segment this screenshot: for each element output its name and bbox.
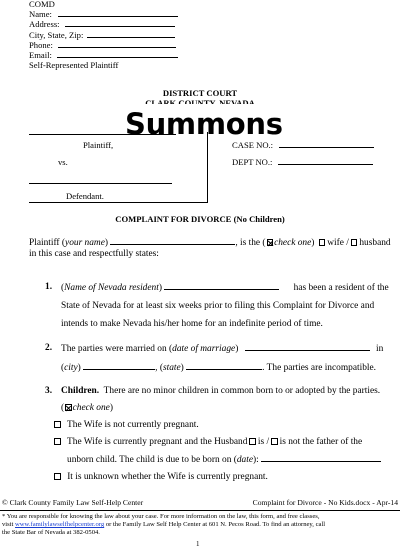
email-line: Email: [29, 50, 229, 60]
complaint-title: COMPLAINT FOR DIVORCE (No Children) [115, 214, 285, 224]
item-3-text: Children. There are no minor children in common born to or adopted by the parties. ( check one) [61, 386, 381, 413]
footer-right: Complaint for Divorce - No Kids.docx - Apr-14 [252, 498, 398, 507]
dept-no-row [232, 157, 373, 167]
self-rep-label: Self-Represented Plaintiff [29, 60, 119, 71]
contact-block [29, 0, 229, 70]
csz-field[interactable] [87, 30, 175, 38]
intro-line-1: Plaintiff (your name) , is the ( check one) wife / husband [29, 238, 391, 248]
footer-note: * You are responsible for knowing the law about your case. For more information on the law, this form, and free classes, visit www.familylawselfhelpcenter.org or the Family Law Self Help Center at 601 N. Pecos Road. To find an attorney, call the State Bar of Nevada at 382-0504. [2, 513, 326, 537]
is-father-checkbox[interactable] [249, 438, 256, 445]
case-no-field[interactable] [279, 140, 374, 148]
footer-left: © Clark County Family Law Self-Help Center [2, 498, 144, 507]
csz-line: City, State, Zip: [29, 30, 229, 40]
item-1-text: (Name of Nevada resident) has been a resident of the State of Nevada for at least six weeks prior to filing this Complaint for Divorce and intends to make Nevada his/her home for an indefinite period of time. [61, 283, 389, 329]
comd-label: COMD [29, 0, 55, 9]
option-not-pregnant: The Wife is not currently pregnant. [52, 420, 377, 431]
due-date-field[interactable] [261, 454, 381, 462]
plaintiff-name-field[interactable] [110, 237, 235, 245]
item-3-number: 3. [45, 386, 53, 396]
item-1-number: 1. [45, 282, 53, 292]
marriage-date-field[interactable] [245, 343, 370, 351]
dept-no-label: DEPT NO.: [232, 157, 273, 167]
option-pregnant-line-2: unborn child. The child is due to be born on (date): [67, 454, 377, 466]
item-2-number: 2. [45, 343, 53, 353]
plaintiff-caption: Plaintiff, [83, 140, 114, 150]
vs-caption: vs. [58, 157, 68, 167]
caption-bottom-rule [29, 202, 208, 203]
is-not-father-checkbox[interactable] [271, 438, 278, 445]
option-unknown: It is unknown whether the Wife is currently pregnant. [52, 472, 377, 483]
summons-stamp: Summons [125, 104, 275, 144]
item-2-text: The parties were married on (date of marriage) in (city) , (state) . The parties are incompatible. [61, 344, 384, 373]
email-field[interactable] [57, 50, 178, 58]
option-pregnant: The Wife is currently pregnant and the Husband is / is not the father of the [52, 437, 377, 448]
footer-rule [0, 510, 400, 511]
wife-checkbox[interactable] [319, 239, 326, 246]
case-no-row [232, 140, 374, 150]
checked-box-icon [65, 404, 72, 411]
resident-name-field[interactable] [164, 282, 279, 290]
self-help-center-link[interactable]: www.familylawselfhelpcenter.org [15, 521, 105, 529]
case-no-label: CASE NO.: [232, 140, 274, 150]
not-pregnant-checkbox[interactable] [54, 421, 61, 428]
pregnant-checkbox[interactable] [54, 438, 61, 445]
intro-line-2: in this case and respectfully states: [29, 249, 159, 259]
address-line: Address: [29, 19, 229, 29]
checked-box-icon [267, 239, 274, 246]
plaintiff-name-line[interactable] [29, 134, 176, 135]
defendant-name-line[interactable] [29, 183, 172, 184]
marriage-city-field[interactable] [83, 362, 155, 370]
caption-divider [207, 132, 208, 202]
husband-checkbox[interactable] [351, 239, 358, 246]
marriage-state-field[interactable] [186, 362, 262, 370]
pregnancy-options [52, 420, 377, 483]
dept-no-field[interactable] [278, 157, 373, 165]
phone-line: Phone: [29, 40, 229, 50]
address-field[interactable] [65, 19, 175, 27]
page-number: 1 [196, 540, 200, 548]
court-line-1: DISTRICT COURT [162, 88, 238, 98]
name-field[interactable] [58, 9, 178, 17]
phone-field[interactable] [58, 40, 176, 48]
name-line: Name: [29, 9, 229, 19]
unknown-checkbox[interactable] [54, 473, 61, 480]
defendant-caption: Defendant. [66, 191, 104, 201]
